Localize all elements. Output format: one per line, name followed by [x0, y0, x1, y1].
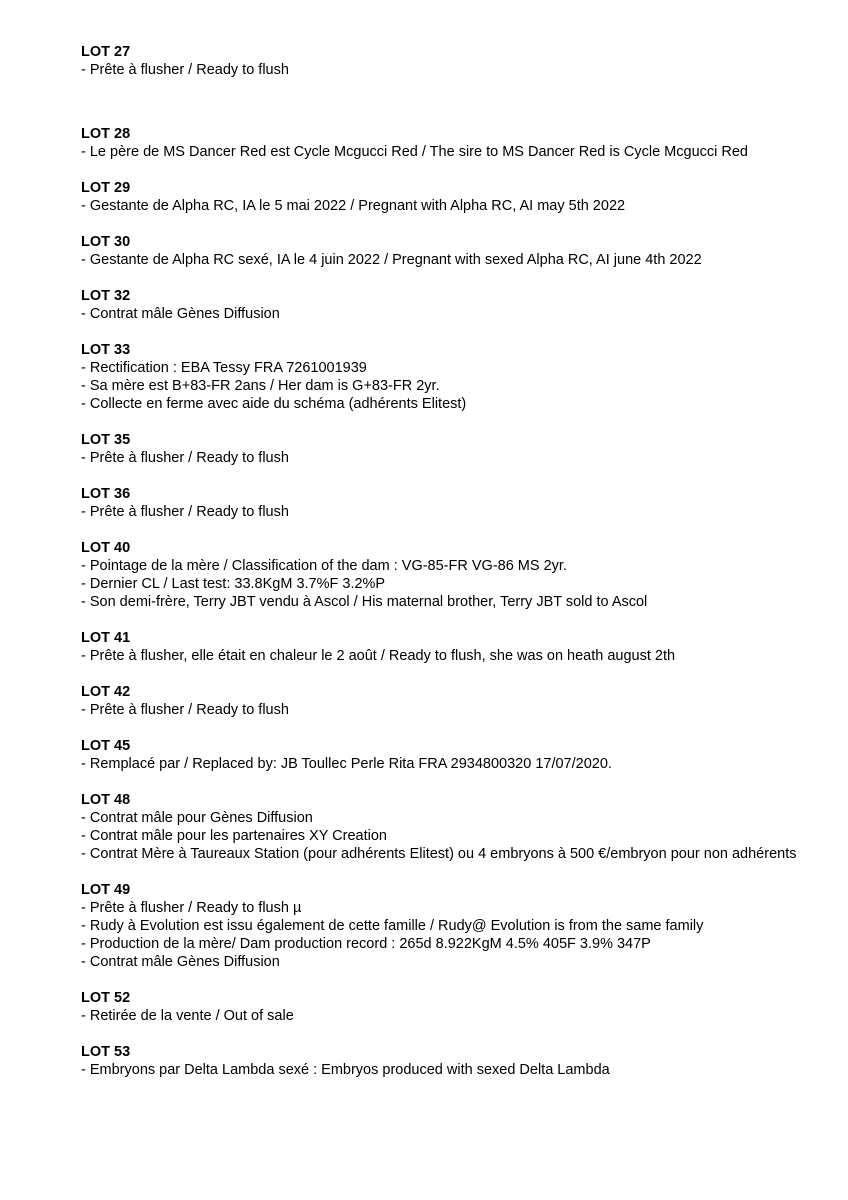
lot-35-section: [81, 431, 821, 467]
lot-note: - Gestante de Alpha RC, IA le 5 mai 2022 / Pregnant with Alpha RC, AI may 5th 2022: [81, 198, 626, 214]
lot-33-section: [81, 341, 821, 413]
lot-note: - Rectification : EBA Tessy FRA 7261001939: [81, 360, 367, 376]
lot-title: LOT 41: [81, 630, 131, 646]
document-page: [81, 43, 821, 1079]
lot-45-section: [81, 737, 821, 773]
lot-title: LOT 42: [81, 684, 131, 700]
lot-title: LOT 53: [81, 1044, 131, 1060]
lot-note: - Collecte en ferme avec aide du schéma (adhérents Elitest): [81, 396, 467, 412]
lot-title: LOT 52: [81, 990, 131, 1006]
lot-40-section: [81, 539, 821, 611]
lot-30-section: [81, 233, 821, 269]
lot-title: LOT 29: [81, 180, 131, 196]
lot-note: - Sa mère est B+83-FR 2ans / Her dam is G+83-FR 2yr.: [81, 378, 440, 394]
lot-note: - Pointage de la mère / Classification of the dam : VG-85-FR VG-86 MS 2yr.: [81, 558, 567, 574]
lot-title: LOT 40: [81, 540, 131, 556]
lot-note: - Production de la mère/ Dam production record : 265d 8.922KgM 4.5% 405F 3.9% 347P: [81, 936, 651, 952]
lot-29-section: [81, 179, 821, 215]
lot-note: - Retirée de la vente / Out of sale: [81, 1008, 294, 1024]
lot-note: - Remplacé par / Replaced by: JB Toullec Perle Rita FRA 2934800320 17/07/2020.: [81, 756, 612, 772]
lot-28-section: [81, 125, 821, 161]
lot-note: - Prête à flusher / Ready to flush: [81, 702, 289, 718]
lot-49-section: [81, 881, 821, 971]
lot-title: LOT 48: [81, 792, 131, 808]
lot-note: - Prête à flusher / Ready to flush: [81, 450, 289, 466]
lot-title: LOT 45: [81, 738, 131, 754]
lot-title: LOT 32: [81, 288, 131, 304]
lot-note: - Le père de MS Dancer Red est Cycle Mcgucci Red / The sire to MS Dancer Red is Cycle Mcgucci Red: [81, 144, 748, 160]
lot-32-section: [81, 287, 821, 323]
lot-48-section: [81, 791, 821, 863]
lot-41-section: [81, 629, 821, 665]
lot-note: - Son demi-frère, Terry JBT vendu à Ascol / His maternal brother, Terry JBT sold to Ascol: [81, 594, 648, 610]
lot-53-section: [81, 1043, 821, 1079]
lot-note: - Contrat mâle Gènes Diffusion: [81, 306, 280, 322]
lot-note: - Contrat mâle Gènes Diffusion: [81, 954, 280, 970]
lot-title: LOT 36: [81, 486, 131, 502]
lot-title: LOT 30: [81, 234, 131, 250]
lot-note: - Embryons par Delta Lambda sexé : Embryos produced with sexed Delta Lambda: [81, 1062, 610, 1078]
lot-note: - Contrat mâle pour Gènes Diffusion: [81, 810, 313, 826]
lot-note: - Prête à flusher, elle était en chaleur le 2 août / Ready to flush, she was on heath august 2th: [81, 648, 676, 664]
lot-title: LOT 35: [81, 432, 131, 448]
lot-note: - Rudy à Evolution est issu également de cette famille / Rudy@ Evolution is from the same family: [81, 918, 704, 934]
lot-title: LOT 49: [81, 882, 131, 898]
lot-note: - Prête à flusher / Ready to flush: [81, 504, 289, 520]
lot-36-section: [81, 485, 821, 521]
lot-note: - Dernier CL / Last test: 33.8KgM 3.7%F 3.2%P: [81, 576, 386, 592]
lot-note: - Contrat Mère à Taureaux Station (pour adhérents Elitest) ou 4 embryons à 500 €/embryon pour non adhérents: [81, 846, 797, 862]
lot-42-section: [81, 683, 821, 719]
lot-note: - Gestante de Alpha RC sexé, IA le 4 juin 2022 / Pregnant with sexed Alpha RC, AI june 4th 2022: [81, 252, 702, 268]
lot-title: LOT 27: [81, 44, 131, 60]
lot-title: LOT 33: [81, 342, 131, 358]
lot-note: - Contrat mâle pour les partenaires XY Creation: [81, 828, 387, 844]
lot-note: - Prête à flusher / Ready to flush µ: [81, 900, 302, 916]
lot-note: - Prête à flusher / Ready to flush: [81, 62, 289, 78]
lot-27-section: [81, 43, 821, 79]
lot-52-section: [81, 989, 821, 1025]
lot-title: LOT 28: [81, 126, 131, 142]
